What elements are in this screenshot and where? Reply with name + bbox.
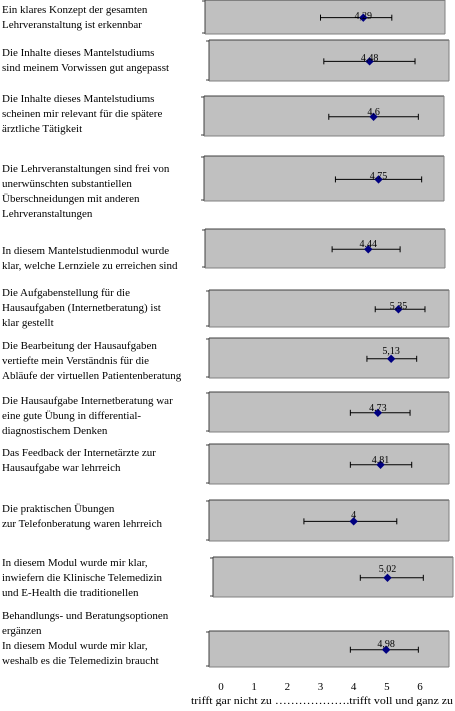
item-label-line: Die Bearbeitung der Hausaufgaben xyxy=(2,340,157,352)
plot-panel-11 xyxy=(213,557,453,597)
x-tick-label-0: 0 xyxy=(218,681,224,693)
item-label-line: ergänzen xyxy=(2,625,42,637)
item-label-line: Die praktischen Übungen xyxy=(2,503,115,515)
mean-value-label-1: 4,29 xyxy=(354,11,373,22)
item-label-1 xyxy=(2,4,148,31)
item-label-5 xyxy=(2,245,178,272)
item-label-8 xyxy=(2,395,173,437)
item-label-line: Lehrveranstaltung ist erkennbar xyxy=(2,19,142,31)
plot-panel-4 xyxy=(204,156,444,201)
item-label-6 xyxy=(2,287,161,329)
item-label-line: In diesem Modul wurde mir klar, xyxy=(2,640,148,652)
item-label-line: scheinen mir relevant für die spätere xyxy=(2,108,163,120)
mean-value-label-10: 4 xyxy=(351,510,357,521)
mean-value-label-4: 4.75 xyxy=(369,171,388,182)
item-label-line: Behandlungs- und Beratungsoptionen xyxy=(2,610,169,622)
item-label-2 xyxy=(2,47,169,74)
item-label-line: ärztliche Tätigkeit xyxy=(2,123,83,135)
item-label-line: diagnostischem Denken xyxy=(2,425,108,437)
item-label-line: klar, welche Lernziele zu erreichen sind xyxy=(2,260,178,272)
plot-panel-1 xyxy=(205,0,445,34)
mean-value-label-2: 4,48 xyxy=(360,53,379,64)
x-tick-label-5: 5 xyxy=(384,681,390,693)
item-label-line: sind meinem Vorwissen gut angepasst xyxy=(2,62,170,74)
item-label-4 xyxy=(2,163,170,220)
item-label-line: weshalb es die Telemedizin braucht xyxy=(2,655,159,667)
item-label-line: eine gute Übung in differential- xyxy=(2,410,142,422)
item-label-9 xyxy=(2,447,156,474)
item-label-line: Das Feedback der Internetärzte zur xyxy=(2,447,156,459)
x-tick-label-4: 4 xyxy=(350,681,357,693)
mean-value-label-11: 5,02 xyxy=(378,564,397,575)
item-label-11 xyxy=(2,557,162,599)
item-label-line: Ein klares Konzept der gesamten xyxy=(2,4,148,16)
item-label-7 xyxy=(2,340,182,382)
plot-panel-8 xyxy=(209,392,449,432)
mean-value-label-9: 4.81 xyxy=(371,455,390,466)
item-label-line: Die Inhalte dieses Mantelstudiums xyxy=(2,93,155,105)
item-label-line: zur Telefonberatung waren lehrreich xyxy=(2,518,162,530)
x-axis-caption: trifft gar nicht zu ……………….trifft voll und ganz zu xyxy=(191,696,454,706)
item-label-line: Die Lehrveranstaltungen sind frei von xyxy=(2,163,170,175)
item-label-line: Überschneidungen mit anderen xyxy=(2,193,140,205)
plot-panel-3 xyxy=(204,96,444,136)
item-label-line: Lehrveranstaltungen xyxy=(2,208,93,220)
item-label-line: Abläufe der virtuellen Patientenberatung xyxy=(2,370,182,382)
plot-panel-9 xyxy=(209,444,449,484)
item-label-line: Die Inhalte dieses Mantelstudiums xyxy=(2,47,155,59)
item-label-line: und E-Health die traditionellen xyxy=(2,587,139,599)
x-tick-label-2: 2 xyxy=(284,681,291,693)
plot-panel-12 xyxy=(209,631,449,667)
item-label-line: In diesem Mantelstudienmodul wurde xyxy=(2,245,170,257)
mean-value-label-7: 5,13 xyxy=(382,346,400,357)
plot-panel-10 xyxy=(209,500,449,541)
item-label-10 xyxy=(2,503,162,530)
item-label-line: klar gestellt xyxy=(2,317,54,329)
item-label-line: unerwünschten substantiellen xyxy=(2,178,132,190)
plot-panel-5 xyxy=(205,229,445,268)
item-label-line: Die Aufgabenstellung für die xyxy=(2,287,130,299)
mean-value-label-3: 4.6 xyxy=(367,107,380,118)
item-label-line: Die Hausaufgabe Internetberatung war xyxy=(2,395,173,407)
item-label-line: inwiefern die Klinische Telemedizin xyxy=(2,572,162,584)
item-label-line: Hausaufgaben (Internetberatung) ist xyxy=(2,302,161,314)
x-tick-label-6: 6 xyxy=(417,681,423,693)
item-label-3 xyxy=(2,93,162,135)
mean-value-label-8: 4.73 xyxy=(369,403,387,414)
item-label-line: Hausaufgabe war lehrreich xyxy=(2,462,121,474)
x-tick-label-1: 1 xyxy=(251,681,257,693)
plot-panel-6 xyxy=(209,290,449,327)
mean-value-label-6: 5,35 xyxy=(389,301,408,312)
item-label-line: In diesem Modul wurde mir klar, xyxy=(2,557,148,569)
item-label-line: vertiefte mein Verständnis für die xyxy=(2,355,150,367)
plot-panel-2 xyxy=(209,40,449,81)
item-label-12 xyxy=(2,610,169,667)
mean-value-label-12: 4,98 xyxy=(377,639,395,650)
plot-panel-7 xyxy=(209,338,449,378)
x-tick-label-3: 3 xyxy=(317,681,324,693)
mean-value-label-5: 4.44 xyxy=(359,239,378,250)
